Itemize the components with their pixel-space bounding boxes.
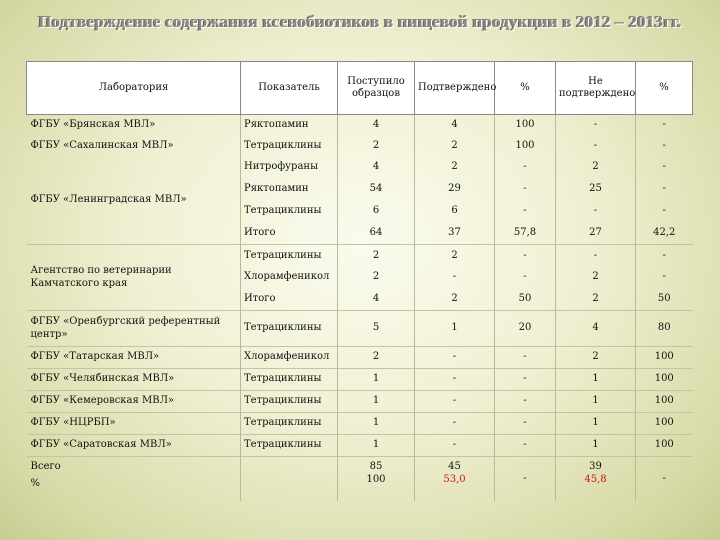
pct-not-confirmed-cell: - [662,139,666,151]
received-cell: 64 [338,223,415,245]
pct-not-confirmed-cell: 80 [636,311,693,347]
page-title: Подтверждение содержания ксенобиотиков в пищевой продукции в 2012 – 2013гг. [38,12,682,31]
indicator-cell: Ряктопамин [241,115,338,136]
not-confirmed-cell: 1 [556,391,636,413]
table-row [27,369,693,391]
lab-cell: ФГБУ «Сахалинская МВЛ» [27,136,241,157]
pct-not-confirmed-cell: - [662,119,666,130]
indicator-cell: Тетрациклины [241,245,338,267]
not-confirmed-cell: 4 [556,311,636,347]
pct-not-confirmed-cell: 100 [636,369,693,391]
received-cell: 4 [338,289,415,311]
indicator-cell: Итого [241,289,338,311]
lab-cell: ФГБУ «Оренбургский референтный центр» [27,311,241,347]
pct-not-confirmed-cell: - [636,245,693,267]
pct-confirmed-total-cell: - [495,457,556,501]
pct-not-confirmed-cell: 100 [636,413,693,435]
received-cell: 2 [338,136,415,157]
confirmed-total: 45 [448,461,461,472]
not-confirmed-cell: 1 [556,413,636,435]
pct-confirmed-cell: 100 [495,136,556,157]
received-cell: 4 [338,115,415,136]
pct-confirmed-cell: - [495,267,556,289]
header-pct-not-confirmed: % [636,62,693,115]
received-cell: 1 [338,413,415,435]
table-row [27,157,693,179]
received-cell: 6 [338,201,415,223]
pct-confirmed-cell: - [495,413,556,435]
indicator-cell: Тетрациклины [241,201,338,223]
pct-not-confirmed-cell: - [662,183,666,195]
indicator-cell: Тетрациклины [241,391,338,413]
indicator-cell: Тетрациклины [241,136,338,157]
total-pct-label: % [30,477,41,489]
confirmed-cell: - [415,347,495,369]
pct-confirmed-cell: - [495,391,556,413]
pct-not-confirmed-cell: - [662,161,666,173]
indicator-cell: Итого [241,223,338,245]
received-cell: 4 [338,157,415,179]
header-indicator: Показатель [241,62,338,115]
not-confirmed-cell: - [556,245,636,267]
indicator-cell: Тетрациклины [241,435,338,457]
lab-cell: ФГБУ «НЦРБП» [27,413,241,435]
indicator-cell: Тетрациклины [241,369,338,391]
lab-cell: Агентство по ветеринарии Камчатского края [27,245,241,311]
indicator-cell: Тетрациклины [241,311,338,347]
lab-cell: ФГБУ «Брянская МВЛ» [27,115,241,136]
table-row [27,413,693,435]
not-confirmed-cell: 1 [556,369,636,391]
received-cell: 5 [338,311,415,347]
not-confirmed-cell: 25 [556,179,636,201]
pct-confirmed-cell: - [495,369,556,391]
confirmed-total-cell [415,457,495,501]
lab-cell: ФГБУ «Татарская МВЛ» [27,347,241,369]
pct-not-confirmed-cell: 100 [636,347,693,369]
confirmed-cell: 1 [415,311,495,347]
pct-confirmed-cell: - [495,347,556,369]
not-confirmed-cell: - [556,115,636,136]
header-pct-confirmed: % [495,62,556,115]
confirmed-cell: 6 [415,201,495,223]
indicator-cell: Ряктопамин [241,179,338,201]
table-row [27,115,693,136]
pct-not-confirmed-cell: 42,2 [653,227,676,238]
confirmed-cell: 2 [415,136,495,157]
received-cell: 2 [338,347,415,369]
pct-confirmed-cell: - [495,435,556,457]
pct-not-confirmed-cell: 100 [636,391,693,413]
confirmed-cell: - [415,369,495,391]
confirmed-cell: 37 [415,223,495,245]
pct-confirmed-cell: - [495,245,556,267]
confirmed-cell: 2 [415,245,495,267]
confirmed-cell: 29 [415,179,495,201]
not-confirmed-cell: - [556,201,636,223]
pct-not-confirmed-cell: - [662,271,666,283]
table-row [27,311,693,347]
header-confirmed: Подтверждено [415,62,495,115]
indicator-cell: Тетрациклины [241,413,338,435]
received-cell: 1 [338,369,415,391]
header-row [27,62,693,115]
pct-not-confirmed-total-cell: - [636,457,693,501]
table-row [27,245,693,267]
pct-confirmed-cell: 50 [495,289,556,311]
not-confirmed-cell: 2 [556,267,636,289]
not-confirmed-cell: 2 [556,347,636,369]
pct-confirmed-cell: 20 [495,311,556,347]
pct-not-confirmed-cell: - [662,205,666,217]
lab-cell: ФГБУ «Ленинградская МВЛ» [27,157,241,245]
lab-cell: ФГБУ «Челябинская МВЛ» [27,369,241,391]
confirmed-cell: - [415,435,495,457]
confirmed-total-pct: 53,0 [443,473,466,485]
table-row [27,347,693,369]
lab-cell: ФГБУ «Саратовская МВЛ» [27,435,241,457]
header-lab: Лаборатория [27,62,241,115]
total-label-cell [27,457,241,501]
not-confirmed-cell: - [556,136,636,157]
table-row [27,391,693,413]
table-row [27,136,693,157]
not-confirmed-cell: 1 [556,435,636,457]
confirmed-cell: - [415,413,495,435]
pct-confirmed-cell: - [495,179,556,201]
table-row [27,435,693,457]
pct-confirmed-cell: 100 [495,115,556,136]
table-row-total [27,457,693,501]
indicator-cell [241,457,338,501]
received-cell: 1 [338,391,415,413]
confirmed-cell: - [415,267,495,289]
indicator-cell: Нитрофураны [241,157,338,179]
received-total-pct: 100 [366,473,386,485]
indicator-cell: Хлорамфеникол [241,347,338,369]
received-total-cell [338,457,415,501]
confirmed-cell: 2 [415,157,495,179]
not-confirmed-cell: 2 [556,289,636,311]
indicator-cell: Хлорамфеникол [241,267,338,289]
received-cell: 2 [338,267,415,289]
pct-confirmed-cell: 57,8 [495,223,556,245]
xenobiotics-table [26,61,693,501]
pct-confirmed-cell: - [495,157,556,179]
total-label: Всего [30,461,61,472]
received-cell: 2 [338,245,415,267]
not-confirmed-total-cell [556,457,636,501]
received-cell: 1 [338,435,415,457]
received-cell: 54 [338,179,415,201]
header-received: Поступило образцов [338,62,415,115]
header-not-confirmed: Не подтверждено [556,62,636,115]
confirmed-cell: 4 [415,115,495,136]
not-confirmed-cell: 27 [556,223,636,245]
confirmed-cell: - [415,391,495,413]
pct-not-confirmed-cell: 50 [657,293,671,304]
not-confirmed-total: 39 [589,461,602,472]
not-confirmed-total-pct: 45,8 [584,473,607,485]
pct-confirmed-cell: - [495,201,556,223]
pct-not-confirmed-cell: 100 [636,435,693,457]
received-total: 85 [369,461,383,472]
lab-cell: ФГБУ «Кемеровская МВЛ» [27,391,241,413]
confirmed-cell: 2 [415,289,495,311]
not-confirmed-cell: 2 [556,157,636,179]
